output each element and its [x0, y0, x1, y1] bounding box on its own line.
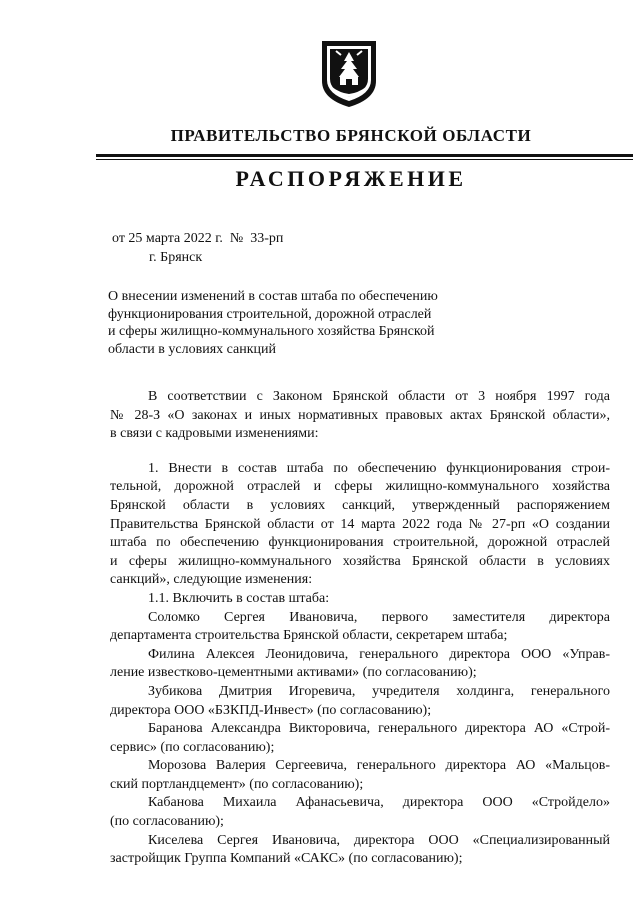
- header-rule-thin: [96, 159, 633, 160]
- coat-of-arms-emblem: [318, 37, 380, 109]
- document-type-title: РАСПОРЯЖЕНИЕ: [235, 166, 467, 191]
- member-line: ский портландцемент» (по согласованию);: [110, 776, 364, 792]
- item1-line: Брянской области в условиях санкций, утвержденный распоряжением: [110, 497, 610, 513]
- organization-title: ПРАВИТЕЛЬСТВО БРЯНСКОЙ ОБЛАСТИ: [170, 126, 532, 145]
- item1-line: санкций», следующие изменения:: [110, 572, 313, 588]
- member-line: Зубикова Дмитрия Игоревича, учредителя холдинга, генерального: [148, 683, 610, 699]
- subject-line: и сферы жилищно-коммунального хозяйства Брянской: [108, 324, 435, 339]
- preamble-line: в связи с кадровыми изменениями:: [110, 426, 319, 442]
- document-date-number: от 25 марта 2022 г. № 33-рп: [112, 231, 284, 246]
- member-line: застройщик Группа Компаний «САКС» (по согласованию);: [110, 851, 463, 867]
- item1-line: Правительства Брянской области от 14 марта 2022 года № 27-рп «О создании: [110, 516, 610, 532]
- preamble-line: В соответствии с Законом Брянской области от 3 ноября 1997 года: [148, 389, 610, 404]
- subject-line: функционирования строительной, дорожной отраслей: [108, 306, 432, 322]
- document-body: [110, 388, 610, 869]
- header-rule-thick: [96, 154, 633, 157]
- member-line: ление известково-цементными активами» (по согласованию);: [110, 665, 477, 681]
- member-line: Кабанова Михаила Афанасьевича, директора ООО «Стройдело»: [148, 795, 610, 811]
- member-line: Филина Алексея Леонидовича, генерального директора ООО «Управ-: [148, 646, 610, 662]
- member-line: Соломко Сергея Ивановича, первого заместителя директора: [148, 609, 610, 625]
- subject-line: О внесении изменений в состав штаба по обеспечению: [108, 289, 438, 304]
- member-line: Морозова Валерия Сергеевича, генерального директора АО «Мальцов-: [148, 758, 610, 774]
- item1-line: 1. Внести в состав штаба по обеспечению функционирования строи-: [148, 460, 610, 476]
- document-city: г. Брянск: [149, 250, 203, 265]
- item1-line: тельной, дорожной отраслей и сферы жилищно-коммунального хозяйства: [110, 479, 610, 495]
- member-line: департамента строительства Брянской области, секретарем штаба;: [110, 628, 508, 644]
- member-line: директора ООО «БЗКПД-Инвест» (по согласованию);: [110, 702, 432, 718]
- member-line: Киселева Сергея Ивановича, директора ООО «Специализированный: [148, 832, 610, 848]
- subject-line: области в условиях санкций: [108, 341, 277, 357]
- member-line: сервис» (по согласованию);: [110, 739, 275, 755]
- item1-1-heading: 1.1. Включить в состав штаба:: [148, 590, 330, 606]
- document-subject: [108, 288, 478, 358]
- member-line: (по согласованию);: [110, 814, 224, 830]
- member-line: Баранова Александра Викторовича, генерального директора АО «Строй-: [148, 721, 610, 737]
- item1-line: и сферы жилищно-коммунального хозяйства Брянской области в условиях: [110, 553, 610, 569]
- preamble-line: № 28-З «О законах и иных нормативных правовых актах Брянской области»,: [110, 407, 610, 423]
- item1-line: штаба по обеспечению функционирования строительной, дорожной отраслей: [110, 535, 610, 551]
